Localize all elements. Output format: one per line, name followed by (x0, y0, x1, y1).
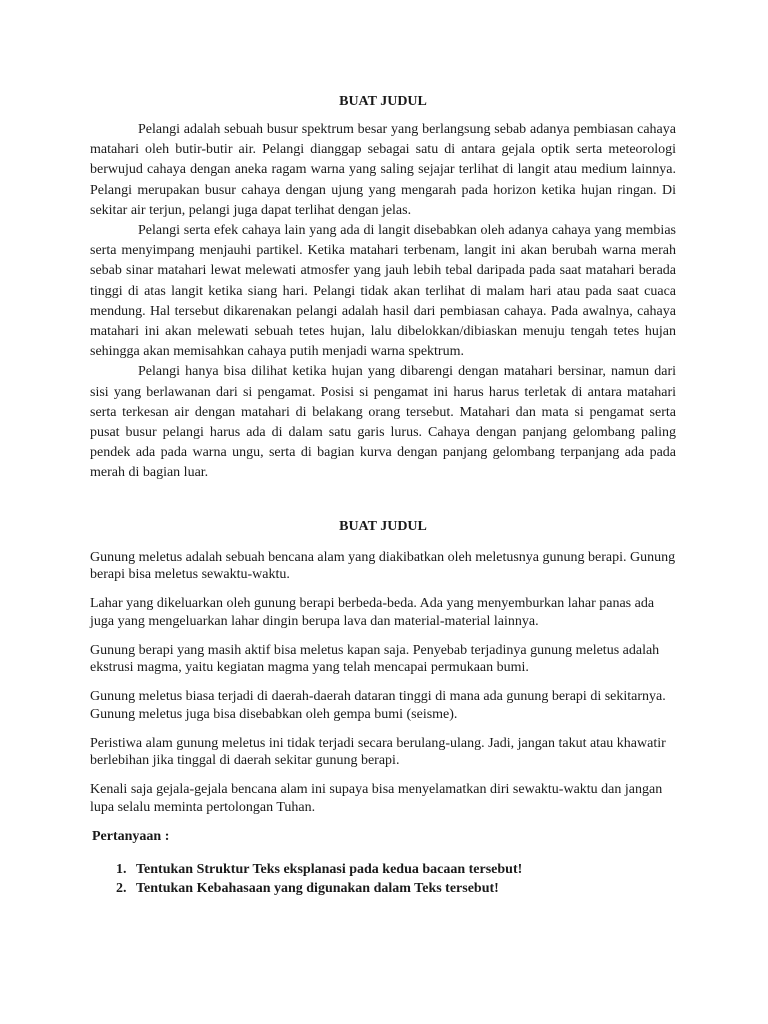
section2-paragraph-3: Gunung berapi yang masih aktif bisa meletus kapan saja. Penyebab terjadinya gunung meletus adalah ekstrusi magma, yaitu kegiatan magma yang telah mencapai permukaan bumi. (90, 642, 660, 676)
section2-paragraph-6: Kenali saja gejala-gejala bencana alam ini supaya bisa menyelamatkan diri sewaktu-waktu dan jangan lupa selalu meminta pertolongan Tuhan. (90, 782, 663, 815)
question-number: 2. (116, 880, 127, 896)
question-text: Tentukan Struktur Teks eksplanasi pada kedua bacaan tersebut! (136, 861, 523, 877)
section2-paragraph-2: Lahar yang dikeluarkan oleh gunung berapi berbeda-beda. Ada yang menyemburkan lahar panas ada juga yang mengeluarkan lahar dingin berupa lava dan material-material lainnya. (90, 596, 655, 629)
section2-paragraph-5: Peristiwa alam gunung meletus ini tidak terjadi secara berulang-ulang. Jadi, jangan takut atau khawatir berlebihan jika tinggal di daerah sekitar gunung berapi. (90, 735, 666, 769)
section2-paragraph-4: Gunung meletus biasa terjadi di daerah-daerah dataran tinggi di mana ada gunung berapi di sekitarnya. Gunung meletus juga bisa disebabkan oleh gempa bumi (seisme). (90, 689, 666, 722)
document-page (90, 92, 676, 898)
section1-title: BUAT JUDUL (339, 94, 427, 109)
question-item (116, 879, 676, 898)
section1-paragraph-2: Pelangi serta efek cahaya lain yang ada di langit disebabkan oleh adanya cahaya yang membias serta menyimpang menjauhi partikel. Ketika matahari terbenam, langit ini akan berubah warna merah sebab sinar matahari lewat melewati atmosfer yang jauh lebih tebal daripada pada saat matahari berada tinggi di atas langit ketika siang hari. Pelangi tidak akan terlihat di malam hari atau pada saat cuaca mendung. Hal tersebut dikarenakan pelangi adalah hasil dari pembiasan cahaya. Pada awalnya, cahaya matahari ini akan melewati sebuah tetes hujan, lalu dibelokkan/dibiaskan menuju tengah tetes hujan sehingga akan memisahkan cahaya putih menjadi warna spektrum. (90, 223, 676, 360)
section2-title: BUAT JUDUL (339, 518, 427, 534)
section1-paragraph-3: Pelangi hanya bisa dilihat ketika hujan yang dibarengi dengan matahari bersinar, namun dari sisi yang berlawanan dari si pengamat. Posisi si pengamat ini harus harus terletak di antara matahari serta terkesan air dengan matahari di belakang orang tersebut. Matahari dan mata si pengamat serta pusat busur pelangi harus ada di dalam satu garis lurus. Cahaya dengan panjang gelombang paling pendek ada pada warna ungu, serta di bagian kurva dengan panjang gelombang terpanjang ada pada merah di bagian luar. (90, 364, 676, 481)
section2-paragraph-1: Gunung meletus adalah sebuah bencana alam yang diakibatkan oleh meletusnya gunung berapi. Gunung berapi bisa meletus sewaktu-waktu. (90, 549, 676, 583)
questions-heading: Pertanyaan : (92, 828, 170, 844)
question-text: Tentukan Kebahasaan yang digunakan dalam Teks tersebut! (136, 880, 499, 896)
section1-paragraph-1: Pelangi adalah sebuah busur spektrum besar yang berlangsung sebab adanya pembiasan cahaya matahari oleh butir-butir air. Pelangi dianggap sebagai satu di antara gejala optik serta meteorologi berwujud cahaya dengan aneka ragam warna yang saling sejajar terlihat di langit atau medium lainnya. Pelangi merupakan busur cahaya dengan ujung yang mengarah pada horizon ketika hujan ringan. Di sekitar air terjun, pelangi juga dapat terlihat dengan jelas. (90, 122, 676, 218)
questions-list (90, 860, 676, 898)
question-number: 1. (116, 861, 127, 877)
question-item (116, 860, 676, 879)
